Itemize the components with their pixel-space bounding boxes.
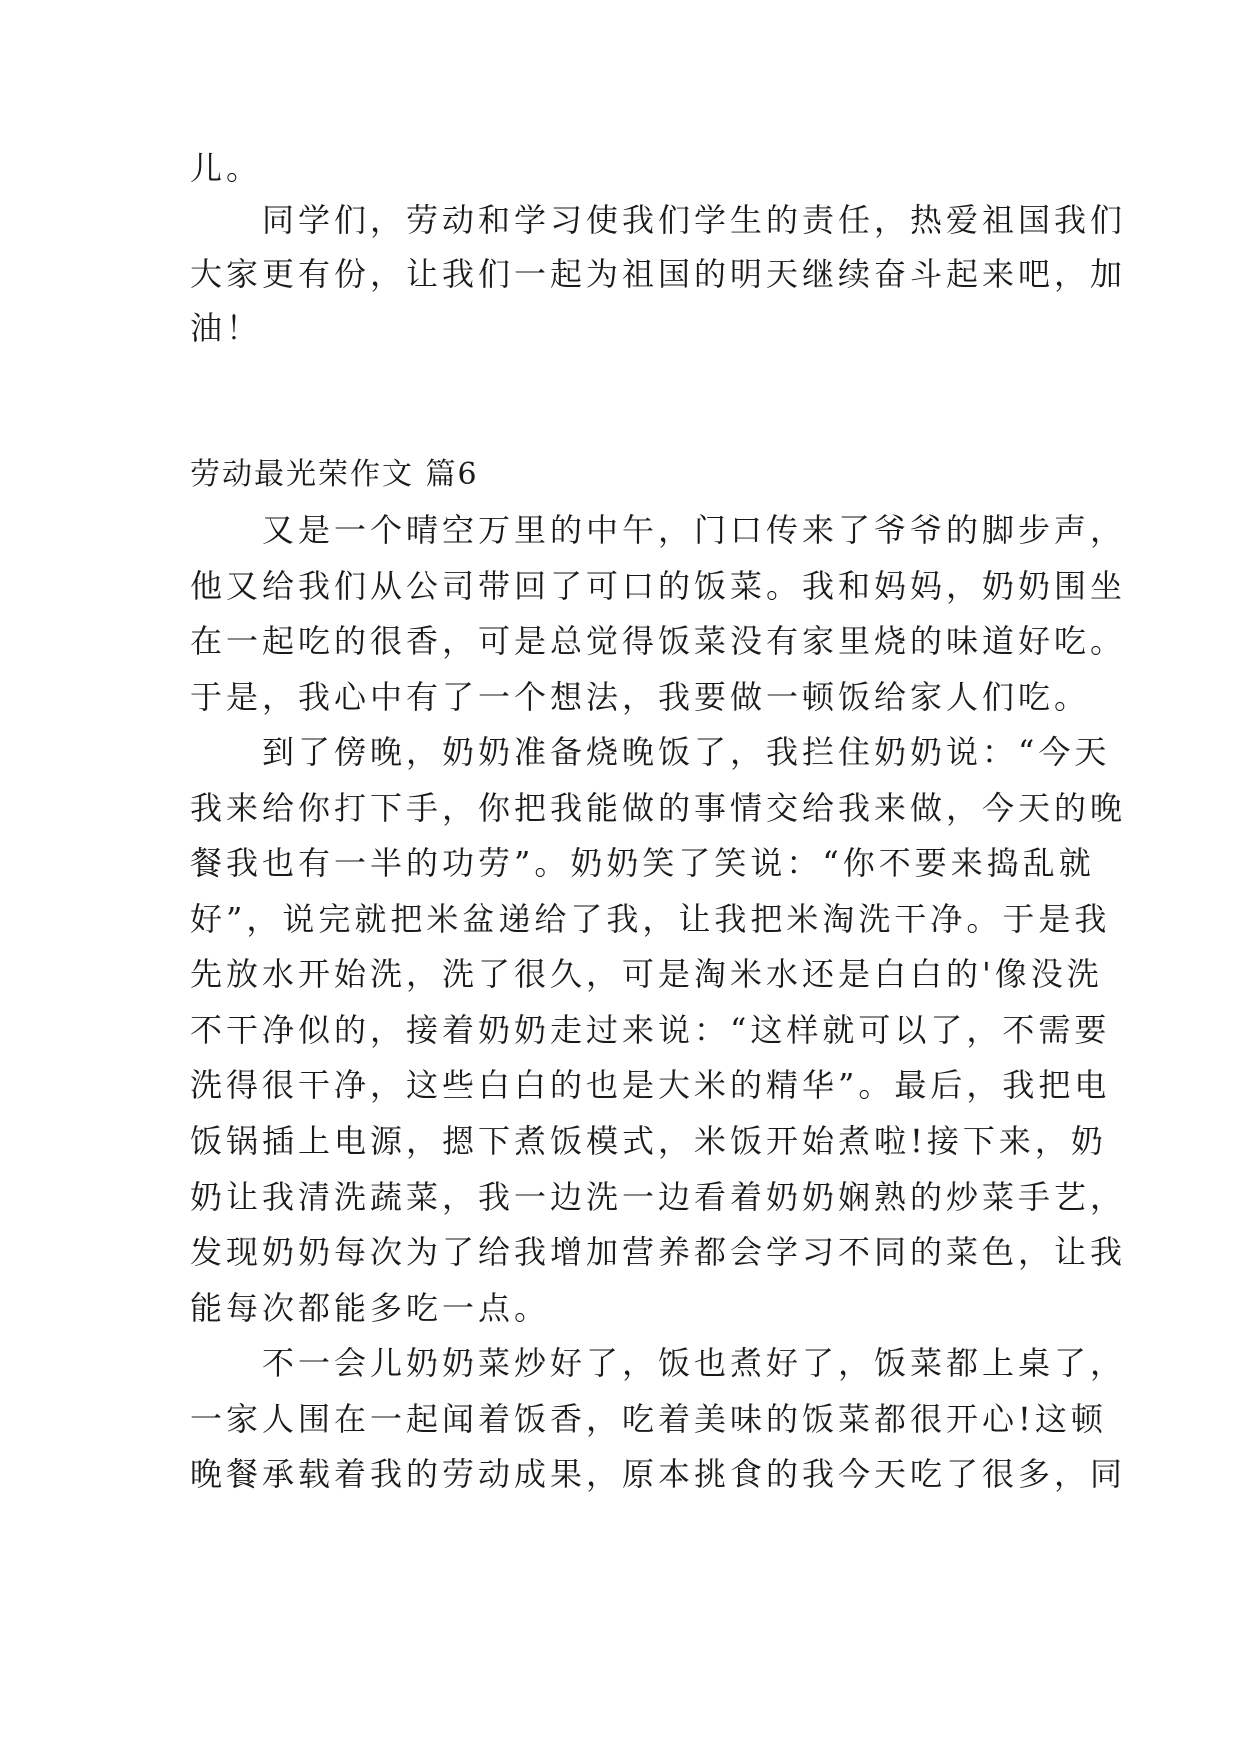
section-title: 劳动最光荣作文 篇6 [190, 457, 479, 492]
text-line: 一家人围在一起闻着饭香，吃着美味的饭菜都很开心!这顿 [190, 1400, 1107, 1438]
text-line: 在一起吃的很香，可是总觉得饭菜没有家里烧的味道好吃。 [190, 622, 1127, 660]
text-line: 油！ [190, 309, 263, 347]
text-line: 到了傍晚，奶奶准备烧晚饭了，我拦住奶奶说：“今天 [190, 733, 1111, 771]
text-line: 先放水开始洗，洗了很久，可是淘米水还是白白的'像没洗 [190, 955, 1103, 993]
text-line: 晚餐承载着我的劳动成果，原本挑食的我今天吃了很多，同 [190, 1455, 1127, 1493]
text-line: 我来给你打下手，你把我能做的事情交给我来做，今天的晚 [190, 789, 1127, 827]
text-line: 不干净似的，接着奶奶走过来说：“这样就可以了，不需要 [190, 1011, 1111, 1049]
text-line: 不一会儿奶奶菜炒好了，饭也煮好了，饭菜都上桌了， [190, 1344, 1127, 1382]
text-line: 儿。 [190, 149, 263, 187]
text-line: 大家更有份，让我们一起为祖国的明天继续奋斗起来吧，加 [190, 255, 1127, 293]
text-line: 奶让我清洗蔬菜，我一边洗一边看着奶奶娴熟的炒菜手艺， [190, 1178, 1127, 1216]
text-line: 好”，说完就把米盆递给了我，让我把米淘洗干净。于是我 [190, 900, 1111, 938]
text-line: 餐我也有一半的功劳”。奶奶笑了笑说：“你不要来捣乱就 [190, 844, 1095, 882]
text-line: 饭锅插上电源，摁下煮饭模式，米饭开始煮啦!接下来，奶 [190, 1122, 1107, 1160]
text-line: 他又给我们从公司带回了可口的饭菜。我和妈妈，奶奶围坐 [190, 567, 1127, 605]
text-line: 又是一个晴空万里的中午，门口传来了爷爷的脚步声， [190, 511, 1127, 549]
text-line: 同学们，劳动和学习使我们学生的责任，热爱祖国我们 [190, 201, 1127, 239]
text-line: 于是，我心中有了一个想法，我要做一顿饭给家人们吃。 [190, 678, 1091, 716]
text-line: 发现奶奶每次为了给我增加营养都会学习不同的菜色，让我 [190, 1233, 1127, 1271]
text-line: 洗得很干净，这些白白的也是大米的精华”。最后，我把电 [190, 1066, 1111, 1104]
text-line: 能每次都能多吃一点。 [190, 1289, 551, 1327]
